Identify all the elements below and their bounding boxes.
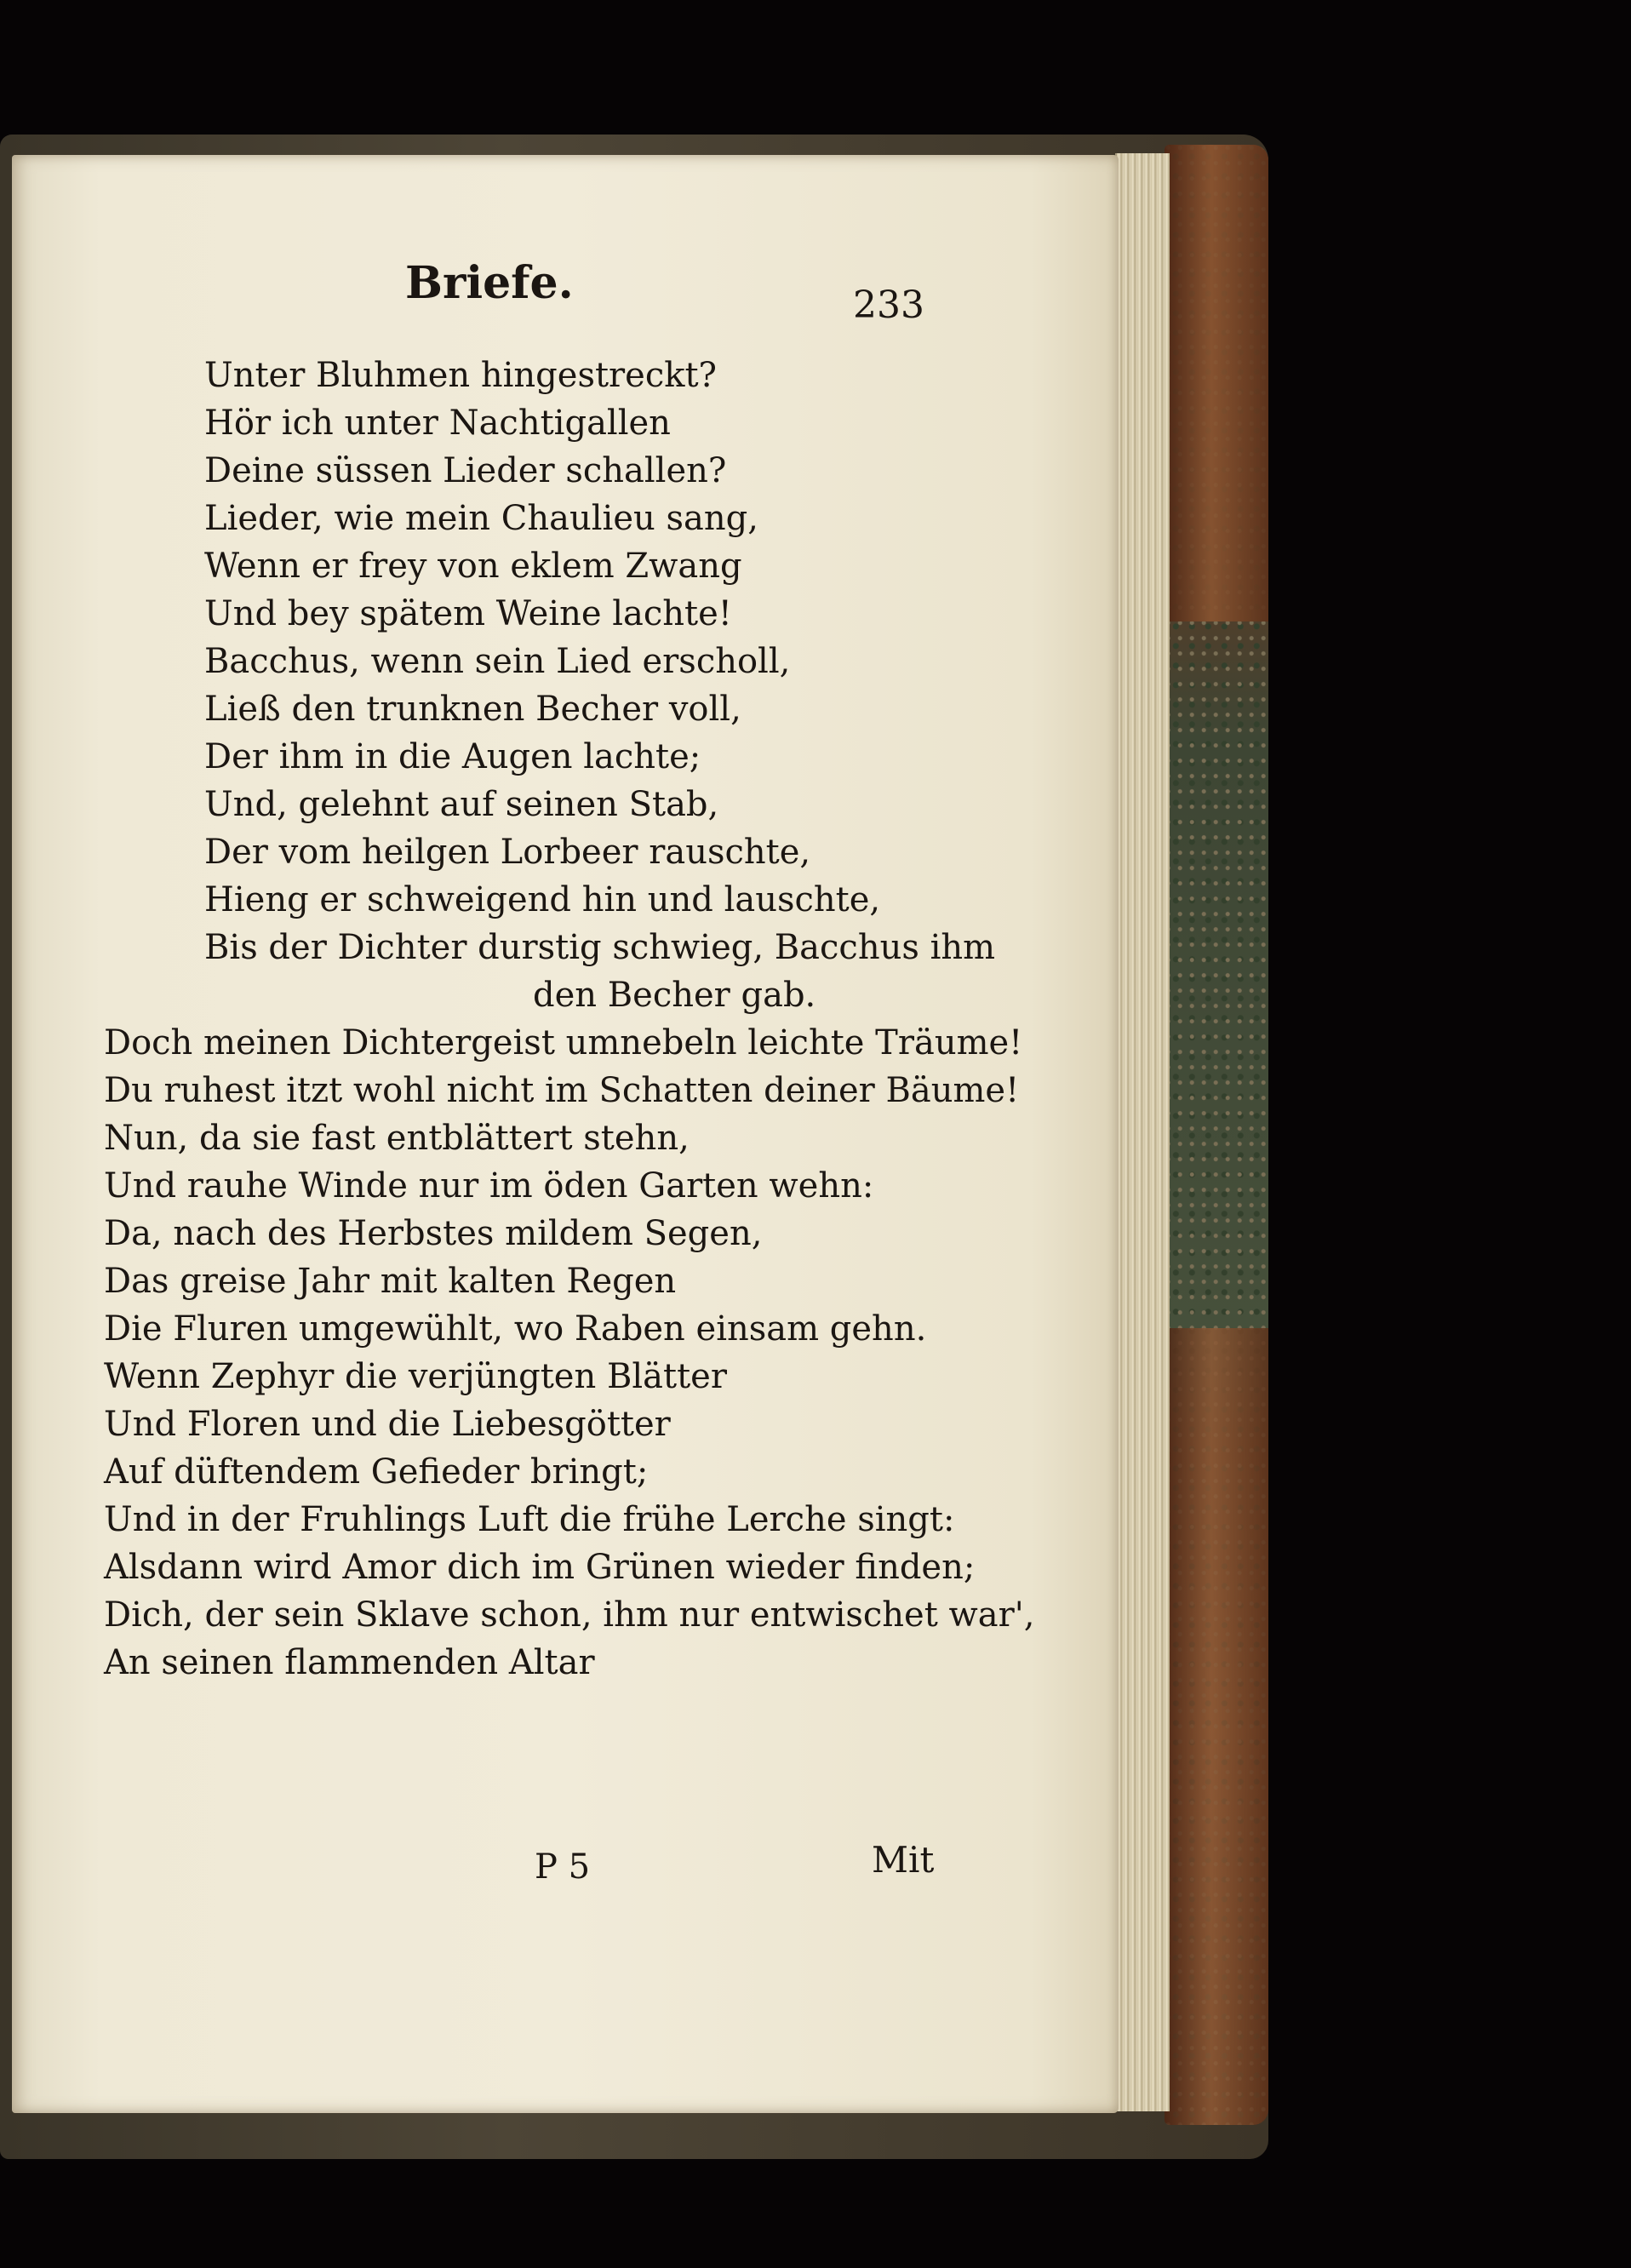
text-line: Das greise Jahr mit kalten Regen bbox=[104, 1262, 677, 1301]
text-line: Alsdann wird Amor dich im Grünen wieder finden; bbox=[104, 1548, 976, 1587]
text-line: Deine süssen Lieder schallen? bbox=[204, 451, 727, 490]
text-line: Und, gelehnt auf seinen Stab, bbox=[204, 785, 719, 824]
text-line: Hieng er schweigend hin und lauschte, bbox=[204, 880, 881, 919]
text-line: Auf düftendem Gefieder bringt; bbox=[104, 1452, 649, 1492]
text-line: Und Floren und die Liebesgötter bbox=[104, 1405, 671, 1444]
page-block-fore-edge bbox=[1115, 153, 1170, 2111]
leather-corner-top bbox=[1165, 145, 1268, 621]
text-line: Bacchus, wenn sein Lied erscholl, bbox=[204, 642, 791, 681]
text-line: Nun, da sie fast entblättert stehn, bbox=[104, 1119, 690, 1158]
text-line: Da, nach des Herbstes mildem Segen, bbox=[104, 1214, 763, 1253]
text-line: Und in der Fruhlings Luft die frühe Lerche singt: bbox=[104, 1500, 955, 1539]
text-line: den Becher gab. bbox=[533, 976, 816, 1015]
text-line: Wenn er frey von eklem Zwang bbox=[204, 547, 742, 586]
text-line: Und bey spätem Weine lachte! bbox=[204, 594, 732, 633]
text-line: Bis der Dichter durstig schwieg, Bacchus ihm bbox=[204, 928, 996, 967]
text-line: Unter Bluhmen hingestreckt? bbox=[204, 356, 717, 395]
text-line: Wenn Zephyr die verjüngten Blätter bbox=[104, 1357, 727, 1396]
catchword: Mit bbox=[872, 1839, 935, 1881]
text-line: Ließ den trunknen Becher voll, bbox=[204, 690, 741, 729]
text-line: Der ihm in die Augen lachte; bbox=[204, 737, 701, 776]
text-line: Und rauhe Winde nur im öden Garten wehn: bbox=[104, 1166, 874, 1206]
text-line: Hör ich unter Nachtigallen bbox=[204, 404, 671, 443]
signature-mark: P 5 bbox=[535, 1847, 591, 1887]
text-line: Du ruhest itzt wohl nicht im Schatten deiner Bäume! bbox=[104, 1071, 1020, 1110]
page-number: 233 bbox=[853, 284, 924, 327]
text-line: Der vom heilgen Lorbeer rauschte, bbox=[204, 833, 811, 872]
running-title: Briefe. bbox=[405, 257, 574, 309]
text-line: Dich, der sein Sklave schon, ihm nur entwischet war', bbox=[104, 1595, 1035, 1635]
printed-page bbox=[12, 155, 1119, 2113]
text-line: Die Fluren umgewühlt, wo Raben einsam gehn. bbox=[104, 1309, 927, 1349]
leather-corner-bottom bbox=[1165, 1328, 1268, 2125]
text-line: An seinen flammenden Altar bbox=[104, 1643, 595, 1682]
text-line: Lieder, wie mein Chaulieu sang, bbox=[204, 499, 758, 538]
text-line: Doch meinen Dichtergeist umnebeln leichte Träume! bbox=[104, 1023, 1023, 1062]
